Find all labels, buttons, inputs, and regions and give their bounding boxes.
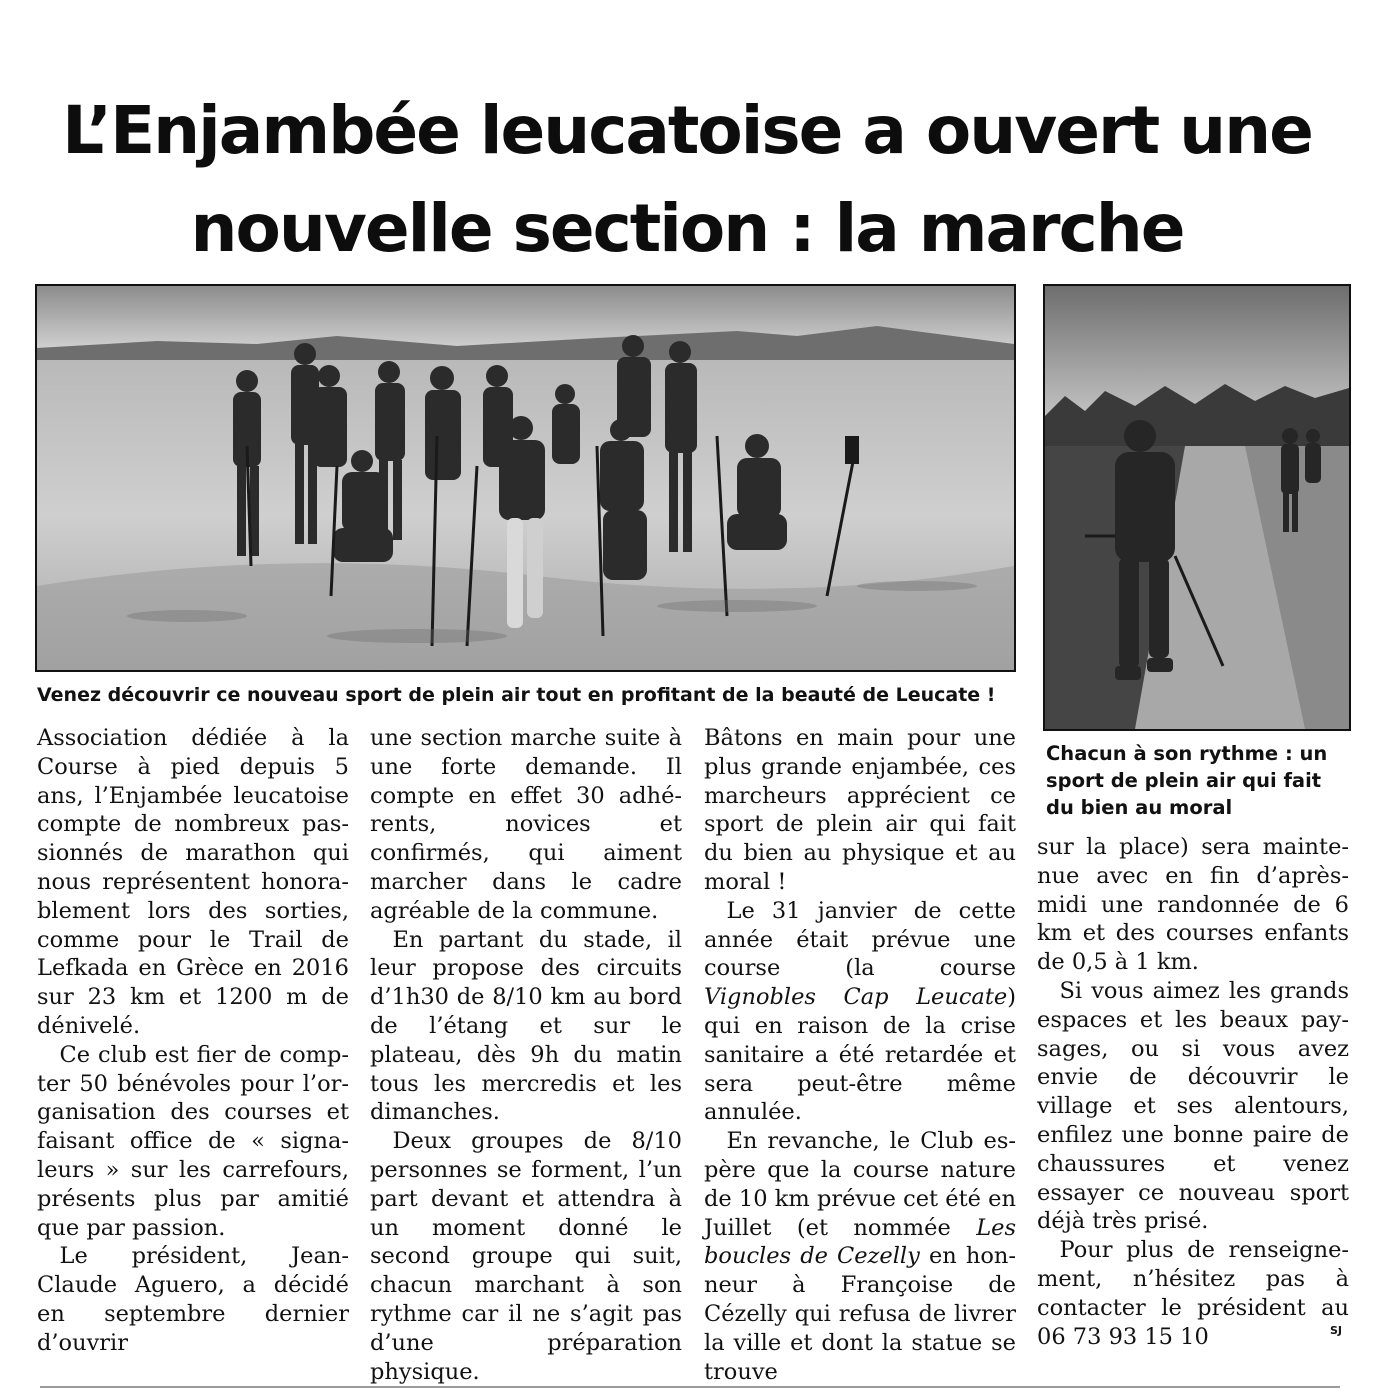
page-bottom-rule xyxy=(40,1386,1340,1388)
paragraph: Association dédiée à la Course à pied depuis 5 ans, l’Enjambée leucatoise compte de nombreux passionnés de marathon qui nous représentent honorablement lors des sorties, comme pour le Trail de Lefkada en Grèce en 2016 sur 23 km et 1200 m de dénivelé. xyxy=(37,725,349,1039)
paragraph: Bâtons en main pour une plus grande enjambée, ces marcheurs apprécient ce sport de plein air qui fait du bien au physique et au moral ! xyxy=(704,725,1016,895)
paragraph: En partant du stade, il leur propose des circuits d’1h30 de 8/10 km au bord de l’étang et sur le plateau, dès 9h du matin tous les mercredis et les dimanches. xyxy=(370,926,682,1126)
paragraph xyxy=(704,1127,1016,1386)
text-run: en honneur à Françoise de Cézelly qui refusa de livrer la ville et dont la statue se trouve xyxy=(704,1243,1016,1385)
paragraph xyxy=(704,897,1016,1127)
text-run: ) qui en raison de la crise sanitaire a été retardée et sera peut-être même annulée. xyxy=(704,984,1016,1126)
article-column-3 xyxy=(704,724,1016,1386)
paragraph: Si vous aimez les grands espaces et les beaux paysages, ou si vous avez envie de découvrir le village et ses alentours, enfilez une bonne paire de chaussures et venez essayer ce nouveau sport déjà très prisé. xyxy=(1037,977,1349,1235)
article-column-2 xyxy=(370,724,682,1386)
race-name: Les boucles de Cezelly xyxy=(704,1214,1016,1270)
paragraph: sur la place) sera maintenue avec en fin d’après-midi une randonnée de 6 km et des courses enfants de 0,5 à 1 km. xyxy=(1037,834,1349,976)
main-photo-caption: Venez découvrir ce nouveau sport de plein air tout en profitant de la beauté de Leucate ! xyxy=(37,684,996,706)
paragraph: Deux groupes de 8/10 personnes se forment, l’un part devant et attendra à un moment donné le second groupe qui suit, chacun marchant à son rythme car il ne s’agit pas d’une préparation physique. xyxy=(370,1128,682,1385)
walker-photo-illustration xyxy=(1045,286,1349,729)
paragraph: une section marche suite à une forte demande. Il compte en effet 30 adhérents, novices et confirmés, qui aiment marcher dans le cadre agréable de la commune. xyxy=(370,725,682,924)
author-signature: SJ xyxy=(1330,1324,1343,1337)
text-run: En revanche, le Club espère que la course nature de 10 km prévue cet été en Juillet (et nommée xyxy=(704,1128,1016,1241)
article-column-4 xyxy=(1037,833,1349,1351)
article-column-1 xyxy=(37,724,349,1358)
paragraph: Le président, Jean-Claude Aguero, a décidé en septembre dernier d’ouvrir xyxy=(37,1243,349,1356)
text-run: Le 31 janvier de cette année était prévue une course (la course xyxy=(704,897,1016,982)
race-name: Vignobles Cap Leucate xyxy=(704,984,1008,1011)
walker-photo-trail xyxy=(1043,284,1351,731)
paragraph: Ce club est fier de compter 50 bénévoles pour l’organisation des courses et faisant office de « signaleurs » sur les carrefours, présents plus par amitié que par passion. xyxy=(37,1041,349,1241)
paragraph: Pour plus de renseignement, n’hésitez pas à contacter le président au 06 73 93 15 10 xyxy=(1037,1237,1349,1350)
article-headline: L’Enjambée leucatoise a ouvert une nouvelle section : la marche xyxy=(62,92,1312,267)
group-photo-beach xyxy=(35,284,1016,672)
group-photo-illustration xyxy=(37,286,1014,670)
side-photo-caption: Chacun à son rythme : un sport de plein air qui fait du bien au moral xyxy=(1046,742,1328,819)
